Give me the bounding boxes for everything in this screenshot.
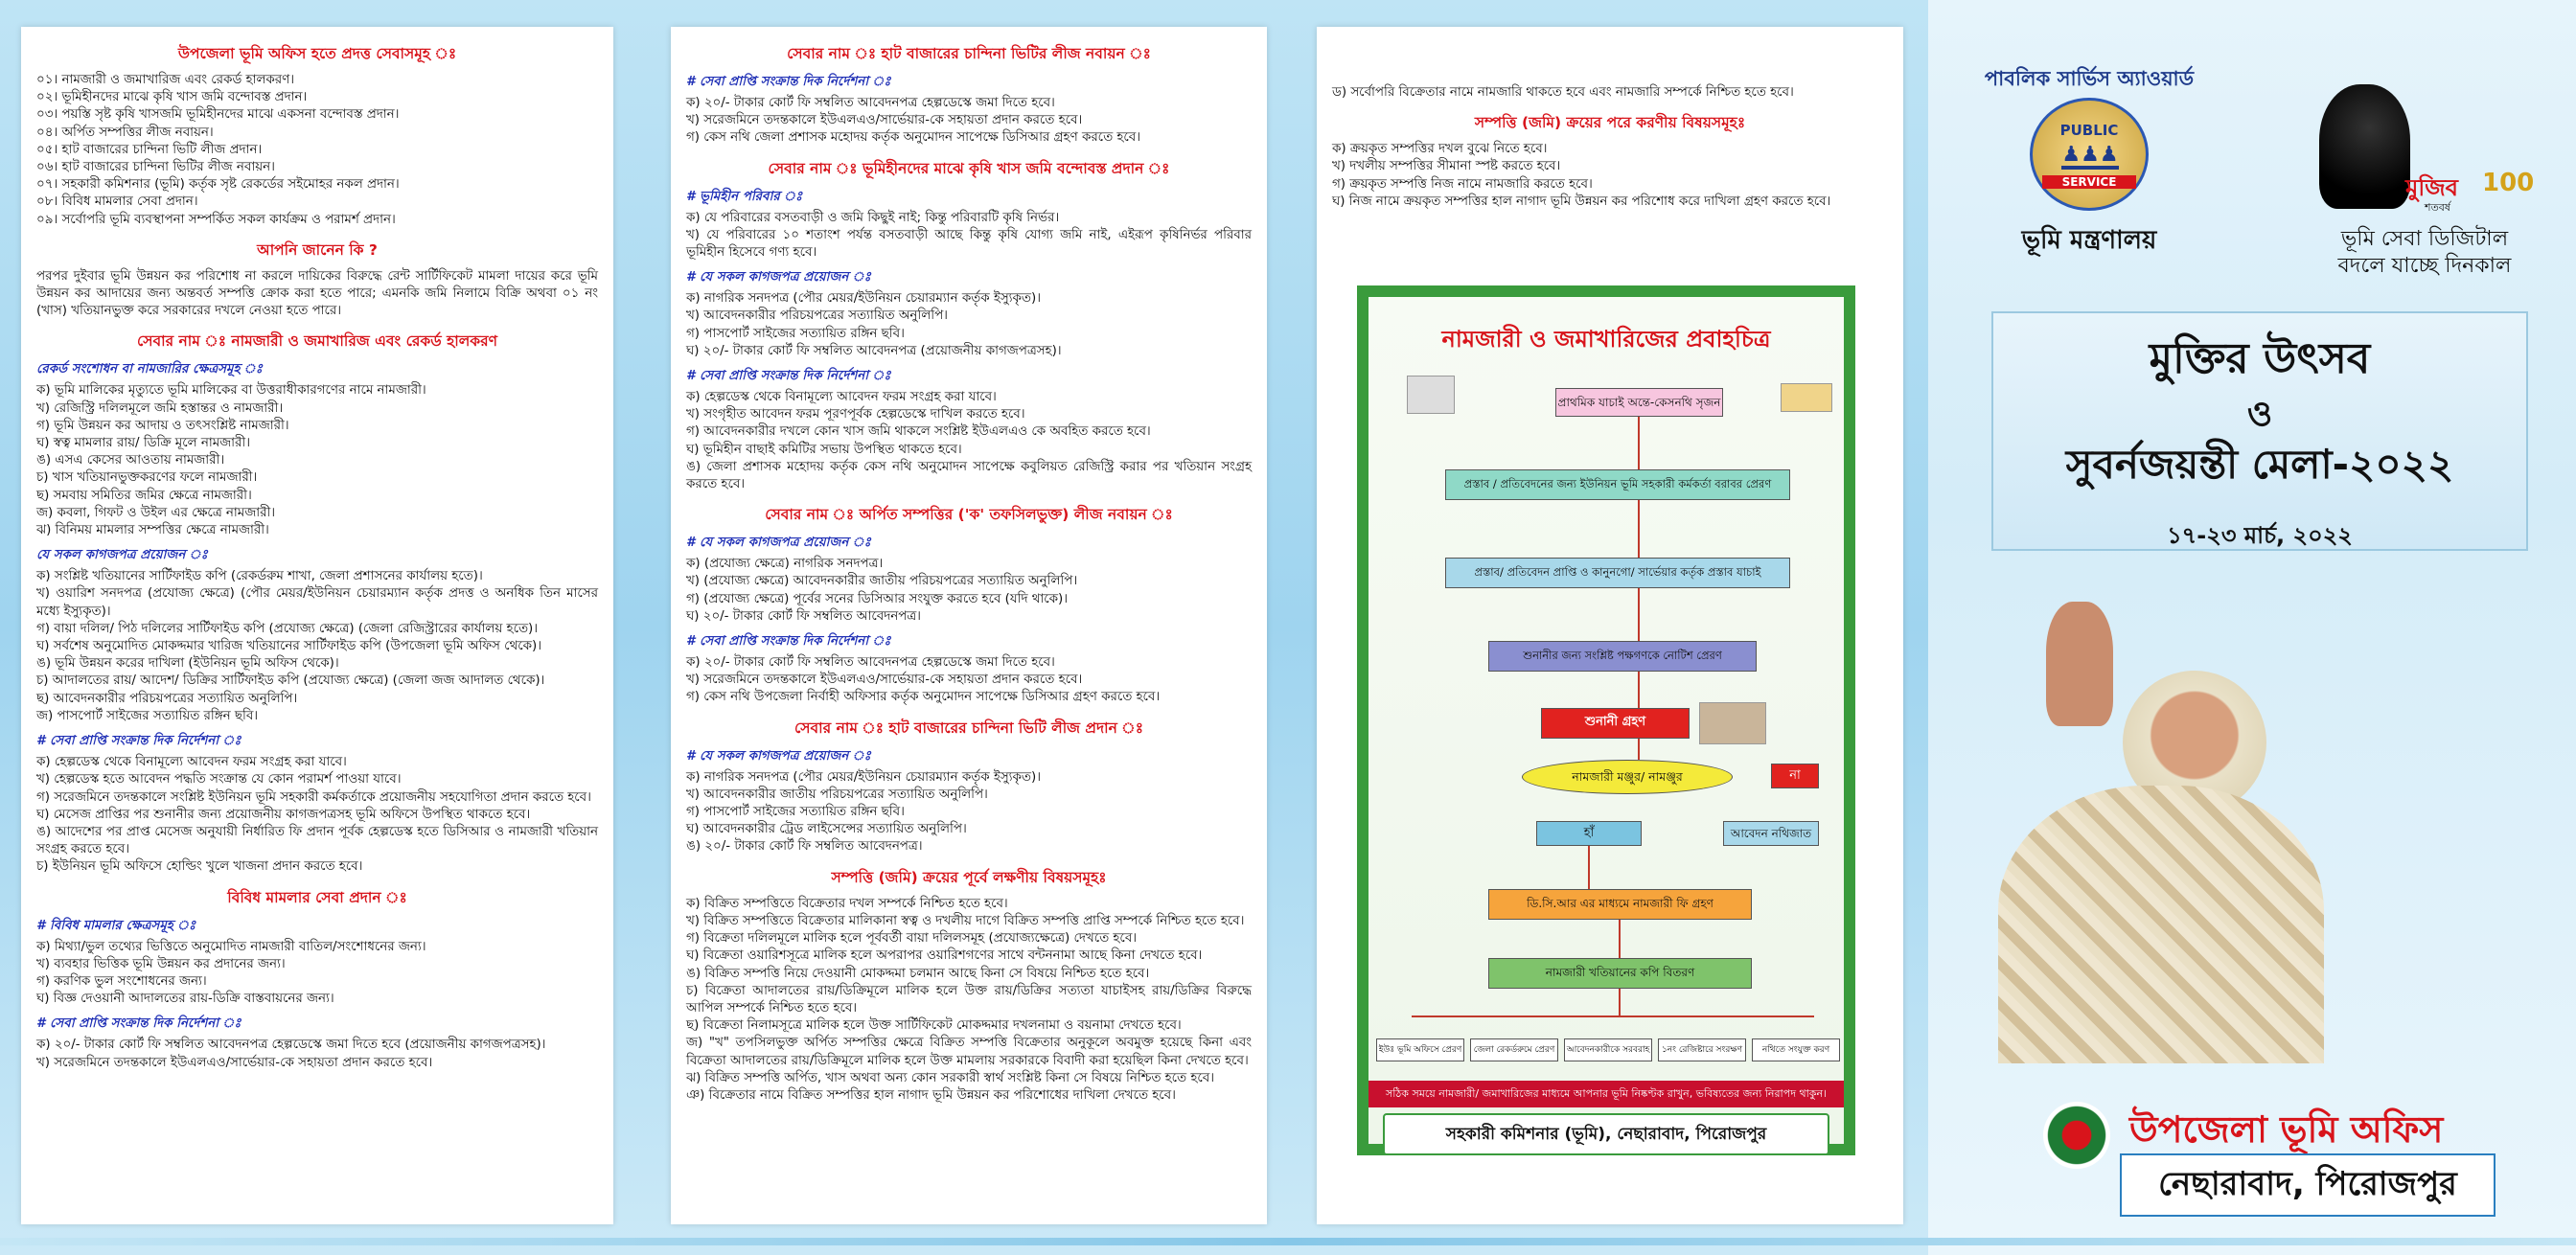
flow-step-4: শুনানীর জন্য সংশ্লিষ্ট পক্ষগণকে নোটিশ প্রেরণ <box>1488 641 1757 672</box>
landless-title: সেবার নাম ঃ ভূমিহীনদের মাঝে কৃষি খাস জমি বন্দোবস্ত প্রদান ঃ <box>768 159 1170 177</box>
flow-no: না <box>1771 764 1819 788</box>
flowchart-title: নামজারী ও জমাখারিজের প্রবাহচিত্র <box>1441 326 1771 353</box>
vested-docs-list <box>686 556 1252 626</box>
list-item: খ) ওয়ারিশ সনদপত্র (প্রযোজ্য ক্ষেত্রে) (পৌর মেয়র/ইউনিয়ন চেয়ারম্যান কর্তৃক প্রদত্ত ও অনধিক তিন মাসের মধ্যে ইস্যুকৃত)। <box>36 586 598 619</box>
flow-arrow <box>1638 500 1640 558</box>
flow-arrow <box>1588 846 1590 889</box>
list-item: ক) হেল্পডেস্ক থেকে বিনামূল্যে আবেদন ফরম সংগ্রহ করা যাবে। <box>36 755 347 770</box>
list-item: চ) আদালতের রায়/ আদেশ/ ডিক্রির সার্টিফাইড কপি (প্রযোজ্য ক্ষেত্রে) (জেলা জজ আদালত থেকে)। <box>36 673 545 689</box>
landless-steps-list <box>686 389 1252 493</box>
renew-list <box>686 95 1252 148</box>
list-item: খ) দখলীয় সম্পত্তির সীমানা স্পষ্ট করতে হবে। <box>1332 159 1561 174</box>
tagline-2: বদলে যাচ্ছে দিনকাল <box>2337 254 2512 278</box>
list-item: খ) আবেদনকারীর পরিচয়পত্রের সত্যায়িত অনুলিপি। <box>686 308 948 324</box>
list-item: জ) "খ" তপসিলভুক্ত অর্পিত সম্পত্তির ক্ষেত্রে বিক্রিত সম্পত্তি বিক্রেতার অনুকূলে অবমুক্ত হয়েছে কিনা এবং বিক্রেতা আদালতের রায়/ডিক্রিমূলে মালিক হলে উক্ত মামলায় সরকারকে বিবাদী করা হয়েছিল কিনা দেখতে হবে। <box>686 1036 1252 1068</box>
haat-docs-subhead: # যে সকল কাগজপত্র প্রয়োজন ঃ <box>686 748 871 764</box>
list-item: ক) ভূমি মালিকের মৃত্যুতে ভূমি মালিকের বা উত্তরাধীকারগণের নামে নামজারী। <box>36 383 426 399</box>
misc-subhead: # বিবিধ মামলার ক্ষেত্রসমূহ ঃ <box>36 918 196 933</box>
misc-steps-list <box>36 1037 598 1071</box>
list-item: গ) পাসপোর্ট সাইজের সত্যায়িত রঙ্গিন ছবি। <box>686 805 905 820</box>
mujib-logo <box>2300 77 2549 278</box>
flow-arrow <box>1619 989 1621 1015</box>
intro-item: ড) সর্বোপরি বিক্রেতার নামে নামজারি থাকতে হবে এবং নামজারি সম্পর্কে নিশ্চিত হতে হবে। <box>1332 85 1794 100</box>
flow-output: আবেদনকারীকে সরবরাহ <box>1564 1038 1652 1061</box>
event-title-2: ও <box>2246 395 2273 434</box>
list-item: গ) কেস নথি জেলা প্রশাসক মহোদয় কর্তৃক অনুমোদন সাপেক্ষে ডিসিআর গ্রহণ করতে হবে। <box>686 130 1141 146</box>
award-text: পাবলিক সার্ভিস অ্যাওয়ার্ড <box>1984 67 2195 90</box>
award-badge-top: PUBLIC <box>2059 122 2119 139</box>
vested-steps-list <box>686 654 1252 707</box>
list-item: ছ) সমবায় সমিতির জমির ক্ষেত্রে নামজারী। <box>36 488 252 503</box>
list-item: গ) ভূমি উন্নয়ন কর আদায় ও তৎসংশ্লিষ্ট নামজারী। <box>36 418 289 433</box>
figure-body <box>1998 786 2324 1063</box>
flow-step-6: ডি.সি.আর এর মাধ্যমে নামজারী ফি গ্রহণ <box>1488 889 1752 920</box>
flow-arrow <box>1638 739 1640 760</box>
list-item: ঘ) বিজ্ঞ দেওয়ানী আদালতের রায়-ডিক্রি বাস্তবায়নের জন্য। <box>36 992 334 1007</box>
panel-services-2 <box>671 27 1267 1224</box>
misc-title: বিবিধ মামলার সেবা প্রদান ঃ <box>227 888 407 906</box>
haat-docs-list <box>686 769 1252 856</box>
ministry-name: ভূমি মন্ত্রণালয় <box>2021 226 2157 255</box>
list-item: ঞ) বিক্রেতার নামে বিক্রিত সম্পত্তির হাল নাগাদ ভূমি উন্নয়ন কর পরিশোধের দাখিলা দেখতে হবে। <box>686 1087 1176 1103</box>
steps-subhead: # সেবা প্রাপ্তি সংক্রান্ত দিক নির্দেশনা ঃ <box>36 734 242 749</box>
before-title: সম্পত্তি (জমি) ক্রয়ের পূর্বে লক্ষণীয় বিষয়সমূহঃ <box>831 868 1107 886</box>
list-item: ০৫। হাট বাজারের চান্দিনা ভিটি লীজ প্রদান। <box>36 142 263 157</box>
know-title: আপনি জানেন কি ? <box>257 240 378 259</box>
flow-decision: নামজারী মঞ্জুর/ নামঞ্জুর <box>1522 760 1733 794</box>
list-item: ঝ) বিনিময় মামলার সম্পত্তির ক্ষেত্রে নামজারী। <box>36 523 269 538</box>
list-item: চ) খাস খতিয়ানভুক্তকরণের ফলে নামজারী। <box>36 470 258 486</box>
list-item: ০৩। পয়স্তি সৃষ্ট কৃষি খাসজমি ভূমিহীনদের মাঝে একসনা বন্দোবস্ত প্রদান। <box>36 107 400 123</box>
flowchart <box>1357 285 1855 1155</box>
list-item: ঘ) ২০/- টাকার কোর্ট ফি সম্বলিত আবেদনপত্র (প্রয়োজনীয় কাগজপত্রসহ)। <box>686 343 1062 358</box>
list-item: খ) সরেজমিনে তদন্তকালে ইউএলএও/সার্ভেয়ার-কে সহায়তা প্রদান করতে হবে। <box>36 1055 433 1070</box>
namjari-title: সেবার নাম ঃ নামজারী ও জমাখারিজ এবং রেকর্ড হালকরণ <box>136 332 497 351</box>
haat-title: সেবার নাম ঃ হাট বাজারের চান্দিনা ভিটি লীজ প্রদান ঃ <box>794 719 1143 737</box>
vested-title: সেবার নাম ঃ অর্পিত সম্পত্তির ('ক' তফসিলভুক্ত) লীজ নবায়ন ঃ <box>765 506 1173 524</box>
landless-subhead: # ভূমিহীন পরিবার ঃ <box>686 189 803 204</box>
list-item: গ) বায়া দলিল/ পিঠ দলিলের সার্টিফাইড কপি (প্রযোজ্য ক্ষেত্রে) (জেলা রেজিস্ট্রারের কার্যালয় হতে)। <box>36 621 539 636</box>
portrait-image <box>1931 594 2343 1063</box>
office-title: উপজেলা ভূমি অফিস <box>2129 1108 2444 1151</box>
renew-subhead: # সেবা প্রাপ্তি সংক্রান্ত দিক নির্দেশনা ঃ <box>686 75 891 89</box>
portrait-icon <box>2319 84 2410 209</box>
list-item: ঙ) আদেশের পর প্রাপ্ত মেসেজ অনুযায়ী নির্ধারিত ফি প্রদান পূর্বক হেল্পডেস্ক হতে ডিসিআর ও নামজারী খতিয়ান সংগ্রহ করতে হবে। <box>36 824 598 857</box>
mujib-number: 100 <box>2482 169 2535 197</box>
vested-steps-subhead: # সেবা প্রাপ্তি সংক্রান্ত দিক নির্দেশনা ঃ <box>686 634 891 650</box>
list-item: ঙ) জেলা প্রশাসক মহোদয় কর্তৃক কেস নথি অনুমোদন সাপেক্ষে কবুলিয়ত রেজিস্ট্রি করার পর খতিয়ান সংগ্রহ করতে হবে। <box>686 459 1252 492</box>
list-item: খ) বিক্রিত সম্পত্তিতে বিক্রেতার মালিকানা স্বত্ব ও দখলীয় দাগে বিক্রিত সম্পত্তি প্রাপ্তি সম্পর্কে নিশ্চিত হতে হবে। <box>686 913 1245 928</box>
list-item: ক) ক্রয়কৃত সম্পত্তির দখল বুঝে নিতে হবে। <box>1332 142 1548 157</box>
list-item: ঙ) ২০/- টাকার কোর্ট ফি সম্বলিত আবেদনপত্র। <box>686 839 923 855</box>
list-item: ক) মিথ্যা/ভুল তথ্যের ভিত্তিতে অনুমোদিত নামজারী বাতিল/সংশোধনের জন্য। <box>36 939 426 954</box>
award-logo <box>1974 57 2204 259</box>
hearing-icon <box>1699 702 1766 744</box>
flow-rejected: আবেদন নথিজাত <box>1723 821 1819 846</box>
flow-arrow <box>1619 920 1621 958</box>
landless-steps-subhead: # সেবা প্রাপ্তি সংক্রান্ত দিক নির্দেশনা ঃ <box>686 369 891 384</box>
list-item: ০১। নামজারী ও জমাখারিজ এবং রেকর্ড হালকরণ। <box>36 73 295 87</box>
list-item: খ) যে পরিবারের ১০ শতাংশ পর্যন্ত বসতবাড়ী আছে কিন্তু কৃষি যোগ্য জমি নাই, এইরূপ কৃষিনির্ভর পরিবার ভূমিহীন হিসেবে গণ্য হবে। <box>686 227 1252 261</box>
flow-arrow <box>1638 417 1640 469</box>
know-text: পরপর দুইবার ভূমি উন্নয়ন কর পরিশোধ না করলে দায়িকের বিরুদ্ধে রেন্ট সার্টিফিকেট মামলা দায়ের করে ভূমি উন্নয়ন কর আদায়ের জন্য অন্তবর্ত সম্পত্তি ক্রোক করা হতে পারে; এমনকি জমি নিলামে বিক্রি অথবা ০১ নং (খাস) খতিয়ানভুক্ত করে সরকারের দখলে নেওয়া হতে পারে। <box>36 268 598 319</box>
list-item: ০৮। বিবিধ মামলার সেবা প্রদান। <box>36 194 198 210</box>
government-seal-icon <box>2043 1102 2110 1169</box>
list-item: ০৬। হাট বাজারের চান্দিনা ভিটির লীজ নবায়ন। <box>36 160 275 175</box>
list-item: গ) সরেজমিনে তদন্তকালে সংশ্লিষ্ট ইউনিয়ন ভূমি সহকারী কর্মকর্তাকে প্রয়োজনীয় সহযোগিতা প্রদান করতে হবে। <box>36 789 591 805</box>
list-item: খ) সরেজমিনে তদন্তকালে ইউএলএও/সার্ভেয়ার-কে সহায়তা প্রদান করতে হবে। <box>686 113 1083 128</box>
panel-services <box>21 27 613 1224</box>
list-item: খ) হেল্পডেস্ক হতে আবেদন পদ্ধতি সংক্রান্ত যে কোন পরামর্শ পাওয়া যাবে। <box>36 772 402 787</box>
mujib-brand: মুজিব <box>2405 174 2459 201</box>
list-item: খ) রেজিস্ট্রি দলিলমূলে জমি হস্তান্তর ও নামজারী। <box>36 400 284 416</box>
event-title-3: সুবর্নজয়ন্তী মেলা-২০২২ <box>2065 441 2454 488</box>
list-item: খ) (প্রযোজ্য ক্ষেত্রে) আবেদনকারীর জাতীয় পরিচয়পত্রের সত্যায়িত অনুলিপি। <box>686 574 1078 589</box>
panel-flowchart <box>1317 27 1903 1224</box>
list-item: ক) ২০/- টাকার কোর্ট ফি সম্বলিত আবেদনপত্র হেল্পডেস্কে জমা দিতে হবে। <box>686 655 1055 671</box>
list-item: চ) ইউনিয়ন ভূমি অফিসে হোল্ডিং খুলে খাজনা প্রদান করতে হবে। <box>36 859 363 875</box>
misc-steps-subhead: # সেবা প্রাপ্তি সংক্রান্ত দিক নির্দেশনা ঃ <box>36 1016 242 1032</box>
list-item: ঝ) বিক্রিত সম্পত্তি অর্পিত, খাস অথবা অন্য কোন সরকারী স্বার্থ সংশ্লিষ্ট কিনা সে বিষয়ে নিশ্চিত হতে হবে। <box>686 1070 1214 1085</box>
misc-list <box>36 939 598 1009</box>
office-label: সহকারী কমিশনার (ভূমি), নেছারাবাদ, পিরোজপুর <box>1383 1113 1829 1155</box>
flow-arrow <box>1638 672 1640 708</box>
list-item: ঘ) বিক্রেতা ওয়ারিশসূত্রে মালিক হলে অপরাপর ওয়ারিশগণের সাথে বন্টননামা আছে কিনা দেখতে হবে। <box>686 948 1203 964</box>
list-item: ঘ) ভূমিহীন বাছাই কমিটির সভায় উপস্থিত থাকতে হবে। <box>686 442 962 457</box>
list-item: ০৪। অর্পিত সম্পত্তির লীজ নবায়ন। <box>36 125 214 140</box>
steps-list <box>36 754 598 876</box>
after-list <box>1332 141 1888 211</box>
namjari-list <box>36 382 598 539</box>
list-item: জ) পাসপোর্ট সাইজের সত্যায়িত রঙ্গিন ছবি। <box>36 708 259 723</box>
docs-list <box>36 568 598 725</box>
list-item: ০৭। সহকারী কমিশনার (ভূমি) কর্তৃক সৃষ্ট রেকর্ডের সইমোহর নকল প্রদান। <box>36 177 400 193</box>
list-item: ক) নাগরিক সনদপত্র (পৌর মেয়র/ইউনিয়ন চেয়ারম্যান কর্তৃক ইস্যুকৃত)। <box>686 769 1041 785</box>
flow-step-7: নামজারী খতিয়ানের কপি বিতরণ <box>1488 958 1752 989</box>
vested-docs-subhead: # যে সকল কাগজপত্র প্রয়োজন ঃ <box>686 536 871 551</box>
list-item: চ) বিক্রেতা আদালতের রায়/ডিক্রিমূলে মালিক হলে উক্ত রায়/ডিক্রির সত্যতা যাচাইসহ রায়/ডিক্রির বিরুদ্ধে আপিল সম্পর্কে নিশ্চিত হতে হবে। <box>686 983 1252 1015</box>
event-dates: ১৭-২৩ মার্চ, ২০২২ <box>2167 522 2353 549</box>
list-item: গ) বিক্রেতা দলিলমূলে মালিক হলে পূর্ববর্তী বায়া দলিলসমূহ (প্রযোজ্যক্ষেত্রে) দেখতে হবে। <box>686 931 1138 947</box>
people-icon: ♟♟♟ <box>2061 145 2119 170</box>
list-item: গ) আবেদনকারীর দখলে কোন খাস জমি থাকলে সংশ্লিষ্ট ইউএলএও কে অবহিত করতে হবে। <box>686 424 1151 440</box>
award-badge-bottom: SERVICE <box>2042 175 2136 189</box>
landless-docs-list <box>686 290 1252 360</box>
renew-title: সেবার নাম ঃ হাট বাজারের চান্দিনা ভিটির লীজ নবায়ন ঃ <box>787 45 1151 62</box>
list-item: ক) হেল্পডেস্ক থেকে বিনামূল্যে আবেদন ফরম সংগ্রহ করা যাবে। <box>686 390 997 405</box>
list-item: ঙ) ভূমি উন্নয়ন করের দাখিলা (ইউনিয়ন ভূমি অফিস থেকে)। <box>36 656 339 672</box>
list-item: খ) সরেজমিনে তদন্তকালে ইউএলএও/সার্ভেয়ার-কে সহায়তা প্রদান করতে হবে। <box>686 673 1083 688</box>
after-title: সম্পত্তি (জমি) ক্রয়ের পরে করণীয় বিষয়সমূহঃ <box>1474 114 1746 132</box>
list-item: খ) ব্যবহার ভিত্তিক ভূমি উন্নয়ন কর প্রদানের জন্য। <box>36 956 286 971</box>
list-item: গ) কেস নথি উপজেলা নির্বাহী অফিসার কর্তৃক অনুমোদন সাপেক্ষে ডিসিআর গ্রহণ করতে হবে। <box>686 690 1161 705</box>
list-item: গ) করণিক ভুল সংশোধনের জন্য। <box>36 973 207 989</box>
list-item: খ) সংগৃহীত আবেদন ফরম পূরণপূর্বক হেল্পডেস্কে দাখিল করতে হবে। <box>686 407 1025 422</box>
flow-output: জেলা রেকর্ডরুমে প্রেরণ <box>1470 1038 1558 1061</box>
flow-footer: সঠিক সময়ে নামজারী/ জমাখারিজের মাধ্যমে আপনার ভূমি নিষ্কণ্টক রাখুন, ভবিষ্যতের জন্য নিরাপদ থাকুন। <box>1368 1081 1844 1107</box>
list-item: গ) পাসপোর্ট সাইজের সত্যায়িত রঙ্গিন ছবি। <box>686 326 905 341</box>
flow-yes: হাঁ <box>1536 821 1642 846</box>
list-item: ০৯। সর্বোপরি ভূমি ব্যবস্থাপনা সম্পর্কিত সকল কার্যক্রম ও পরামর্শ প্রদান। <box>36 212 396 227</box>
flow-step-1: প্রাথমিক যাচাই অন্তে-কেসনথি সৃজন <box>1555 388 1723 417</box>
list-item: খ) আবেদনকারীর জাতীয় পরিচয়পত্রের সত্যায়িত অনুলিপি। <box>686 787 988 802</box>
office-place: নেছারাবাদ, পিরোজপুর <box>2120 1153 2496 1217</box>
list-item: ক) বিক্রিত সম্পত্তিতে বিক্রেতার দখল সম্পর্কে নিশ্চিত হতে হবে। <box>686 896 1008 911</box>
services-title: উপজেলা ভূমি অফিস হতে প্রদত্ত সেবাসমূহ ঃ <box>177 45 457 62</box>
tagline-1: ভূমি সেবা ডিজিটাল <box>2340 227 2509 251</box>
flow-arrow <box>1638 588 1640 641</box>
list-item: ০২। ভূমিহীনদের মাঝে কৃষি খাস জমি বন্দোবস্ত প্রদান। <box>36 90 308 105</box>
list-item: ছ) আবেদনকারীর পরিচয়পত্রের সত্যায়িত অনুলিপি। <box>36 691 298 706</box>
services-list <box>36 72 598 229</box>
raised-hand <box>2046 602 2113 726</box>
flow-output: ১নং রেজিষ্টারে সংরক্ষণ <box>1658 1038 1746 1061</box>
landless-docs-subhead: # যে সকল কাগজপত্র প্রয়োজন ঃ <box>686 270 871 285</box>
docs-subhead: যে সকল কাগজপত্র প্রয়োজন ঃ <box>36 548 208 563</box>
mujib-sub: শতবর্ষ <box>2425 201 2450 214</box>
event-title-box <box>1991 311 2528 551</box>
list-item: ছ) বিক্রেতা নিলামসূত্রে মালিক হলে উক্ত সার্টিফিকেট মোকদ্দমার দখলনামা ও বয়নামা দেখতে হবে। <box>686 1018 1182 1034</box>
list-item: গ) ক্রয়কৃত সম্পত্তি নিজ নামে নামজারি করতে হবে। <box>1332 176 1593 192</box>
list-item: ক) নাগরিক সনদপত্র (পৌর মেয়র/ইউনিয়ন চেয়ারম্যান কর্তৃক ইস্যুকৃত)। <box>686 291 1041 307</box>
flow-outputs <box>1376 1017 1846 1075</box>
list-item: জ) কবলা, গিফট ও উইল এর ক্ষেত্রে নামজারী। <box>36 505 276 520</box>
list-item: ক) ২০/- টাকার কোর্ট ফি সম্বলিত আবেদনপত্র হেল্পডেস্কে জমা দিতে হবে (প্রয়োজনীয় কাগজপত্রসহ)। <box>36 1038 546 1053</box>
list-item: ঘ) ২০/- টাকার কোর্ট ফি সম্বলিত আবেদনপত্র। <box>686 608 921 624</box>
files-icon <box>1781 383 1832 412</box>
event-title-1: মুক্তির উৎসব <box>2149 334 2371 383</box>
list-item: ঘ) আবেদনকারীর ট্রেড লাইসেন্সের সত্যায়িত অনুলিপি। <box>686 822 967 837</box>
flow-output: নথিতে সংযুক্ত করণ <box>1752 1038 1840 1061</box>
list-item: ক) যে পরিবারের বসতবাড়ী ও জমি কিছুই নাই; কিন্তু পরিবারটি কৃষি নির্ভর। <box>686 210 1060 225</box>
list-item: ঘ) নিজ নামে ক্রয়কৃত সম্পত্তির হাল নাগাদ ভূমি উন্নয়ন কর পরিশোধ করে দাখিলা গ্রহণ করতে হবে। <box>1332 194 1831 209</box>
applicant-icon <box>1407 376 1455 414</box>
list-item: ঘ) স্বত্ব মামলার রায়/ ডিক্রি মূলে নামজারী। <box>36 436 251 451</box>
list-item: ক) ২০/- টাকার কোর্ট ফি সম্বলিত আবেদনপত্র হেল্পডেস্কে জমা দিতে হবে। <box>686 96 1055 110</box>
before-list <box>686 896 1252 1105</box>
namjari-subhead: রেকর্ড সংশোধন বা নামজারির ক্ষেত্রসমূহ ঃ <box>36 362 263 377</box>
list-item: ঘ) সর্বশেষ অনুমোদিত মোকদ্দমার খারিজ খতিয়ানের সার্টিফাইড কপি (উপজেলা ভূমি অফিস থেকে)। <box>36 639 542 654</box>
flow-output: ইউঃ ভূমি অফিসে প্রেরণ <box>1376 1038 1464 1061</box>
list-item: ঙ) বিক্রিত সম্পত্তি নিয়ে দেওয়ানী মোকদ্দমা চলমান আছে কিনা সে বিষয়ে নিশ্চিত হতে হবে। <box>686 966 1150 981</box>
flow-step-2: প্রস্তাব / প্রতিবেদনের জন্য ইউনিয়ন ভূমি সহকারী কর্মকর্তা বরাবর প্রেরণ <box>1445 469 1790 500</box>
bottom-ribbon <box>0 1238 2576 1245</box>
list-item: ঙ) এসএ কেসের আওতায় নামজারী। <box>36 453 225 468</box>
list-item: ক) সংশ্লিষ্ট খতিয়ানের সার্টিফাইড কপি (রেকর্ডরুম শাখা, জেলা প্রশাসনের কার্যালয় হতে)। <box>36 569 483 584</box>
list-item: ক) (প্রযোজ্য ক্ষেত্রে) নাগরিক সনদপত্র। <box>686 557 884 572</box>
list-item: ঘ) মেসেজ প্রাপ্তির পর শুনানীর জন্য প্রয়োজনীয় কাগজপত্রসহ ভূমি অফিসে উপস্থিত থাকতে হবে। <box>36 807 531 822</box>
landless-list <box>686 210 1252 262</box>
list-item: গ) (প্রযোজ্য ক্ষেত্রে) পূর্বের সনের ডিসিআর সংযুক্ত করতে হবে (যদি থাকে)। <box>686 591 1069 606</box>
flow-step-5: শুনানী গ্রহণ <box>1541 708 1690 739</box>
award-badge <box>2030 98 2149 211</box>
flow-step-3: প্রস্তাব/ প্রতিবেদন প্রাপ্তি ও কানুনগো/ সার্ভেয়ার কর্তৃক প্রস্তাব যাচাই <box>1445 558 1790 588</box>
